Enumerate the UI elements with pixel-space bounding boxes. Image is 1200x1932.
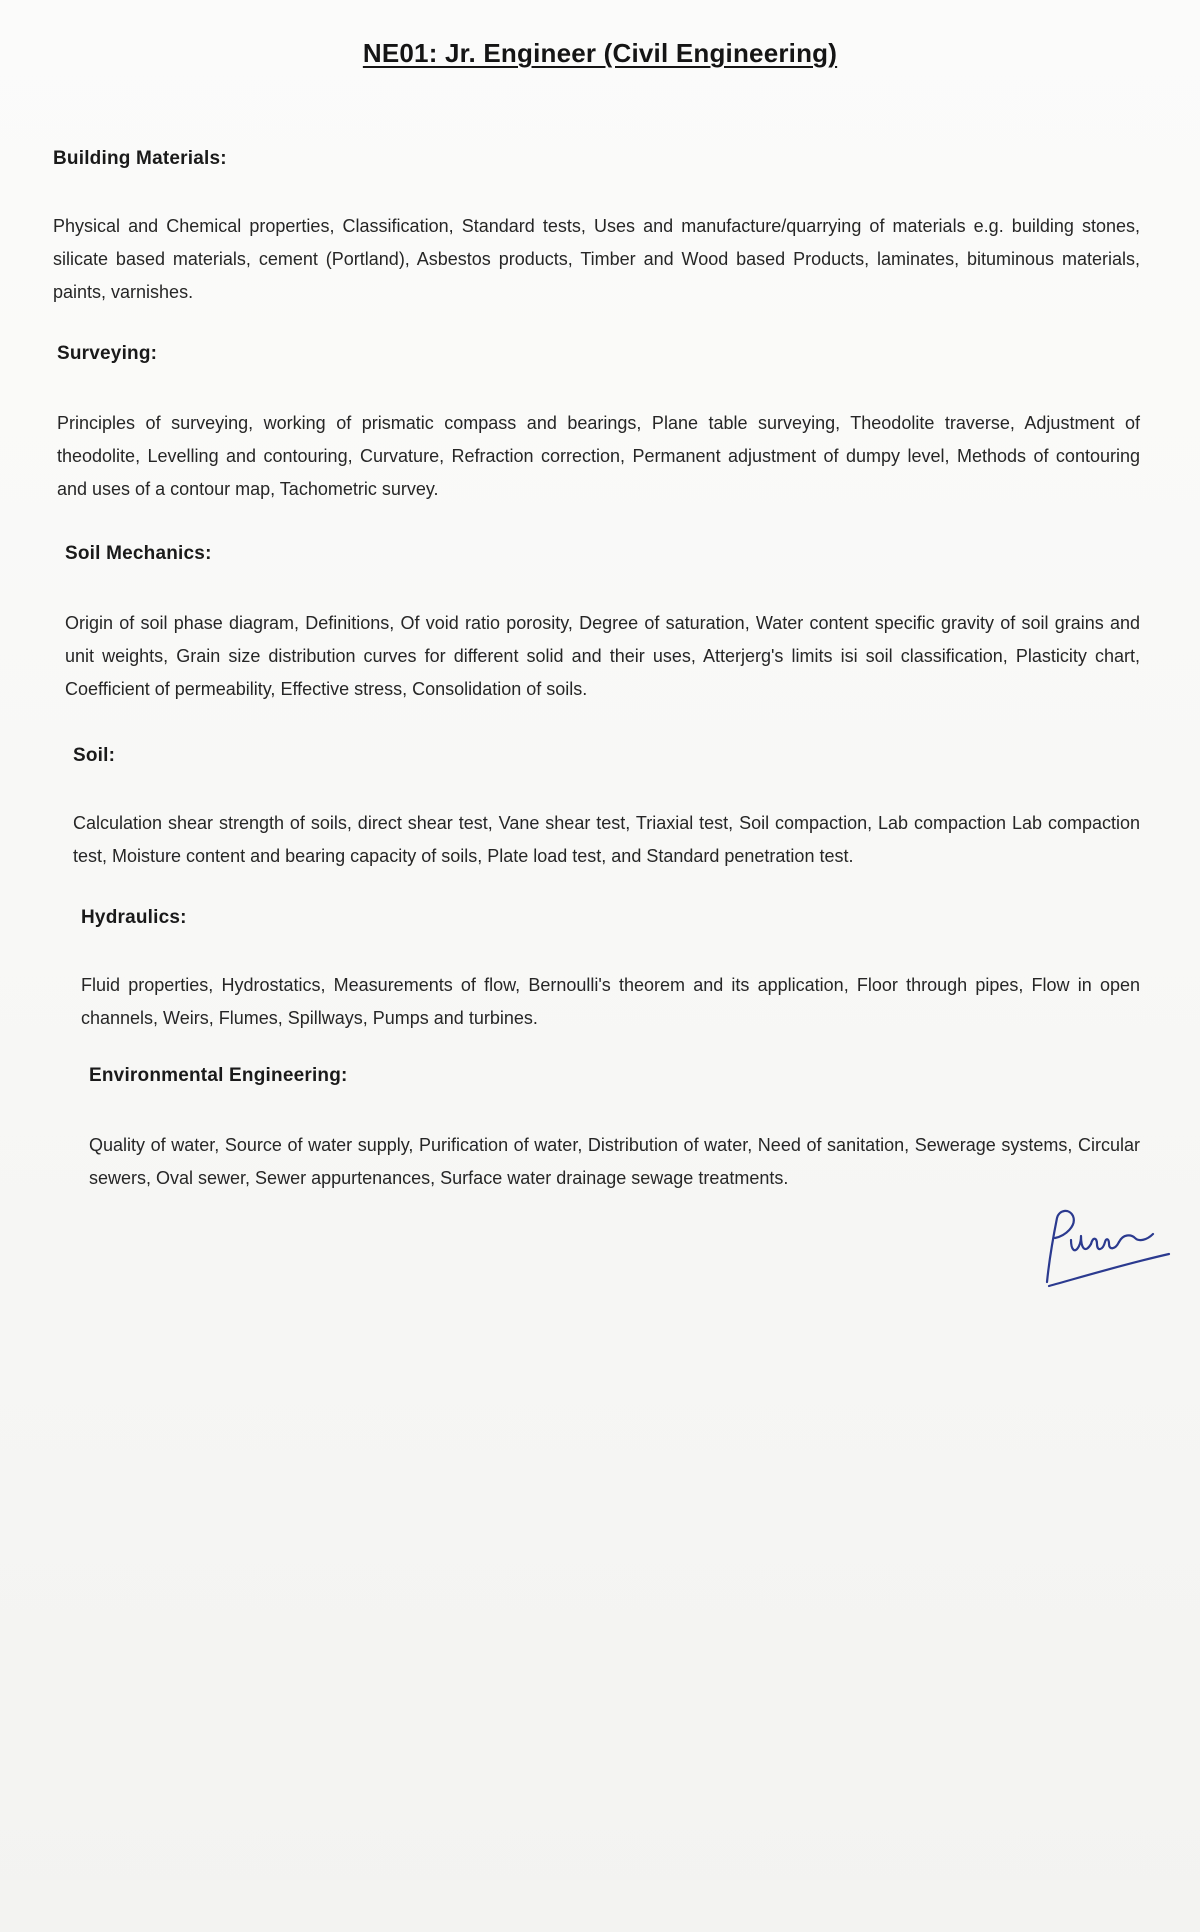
section-heading: Soil Mechanics: — [65, 543, 212, 564]
section-heading: Building Materials: — [53, 148, 227, 169]
section-text: Origin of soil phase diagram, Definitions, Of void ratio porosity, Degree of saturation, Water content specific gravity of soil grains and unit weights, Grain size distribution curves for different solid and their uses, Atterjerg's limits isi soil classification, Plasticity chart, Coefficient of permeability, Effective stress, Consolidation of soils. — [65, 613, 1140, 699]
section-soil-mechanics — [65, 543, 1200, 706]
section-text: Calculation shear strength of soils, direct shear test, Vane shear test, Triaxial test, Soil compaction, Lab compaction Lab compaction test, Moisture content and bearing capacity of soils, Plate load test, and Standard penetration test. — [73, 813, 1140, 866]
section-heading: Soil: — [73, 745, 116, 766]
section-hydraulics — [81, 907, 1200, 1035]
section-text: Physical and Chemical properties, Classification, Standard tests, Uses and manufacture/quarrying of materials e.g. building stones, silicate based materials, cement (Portland), Asbestos products, Timber and Wood based Products, laminates, bituminous materials, paints, varnishes. — [53, 216, 1140, 302]
section-heading: Environmental Engineering: — [89, 1065, 348, 1086]
section-heading: Hydraulics: — [81, 907, 187, 928]
handwritten-signature — [1035, 1200, 1175, 1290]
section-heading: Surveying: — [57, 343, 158, 364]
section-text: Fluid properties, Hydrostatics, Measurements of flow, Bernoulli's theorem and its application, Floor through pipes, Flow in open channels, Weirs, Flumes, Spillways, Pumps and turbines. — [81, 975, 1140, 1028]
section-environmental-engineering — [89, 1065, 1200, 1195]
section-text: Principles of surveying, working of prismatic compass and bearings, Plane table surveying, Theodolite traverse, Adjustment of theodolite, Levelling and contouring, Curvature, Refraction correction, Permanent adjustment of dumpy level, Methods of contouring and uses of a contour map, Tachometric survey. — [57, 413, 1140, 499]
section-soil — [73, 745, 1200, 873]
section-building-materials — [53, 148, 1200, 309]
section-surveying — [57, 343, 1200, 506]
document-title: NE01: Jr. Engineer (Civil Engineering) — [362, 38, 838, 68]
section-text: Quality of water, Source of water supply, Purification of water, Distribution of water, Need of sanitation, Sewerage systems, Circular sewers, Oval sewer, Sewer appurtenances, Surface water drainage sewage treatments. — [89, 1135, 1140, 1188]
